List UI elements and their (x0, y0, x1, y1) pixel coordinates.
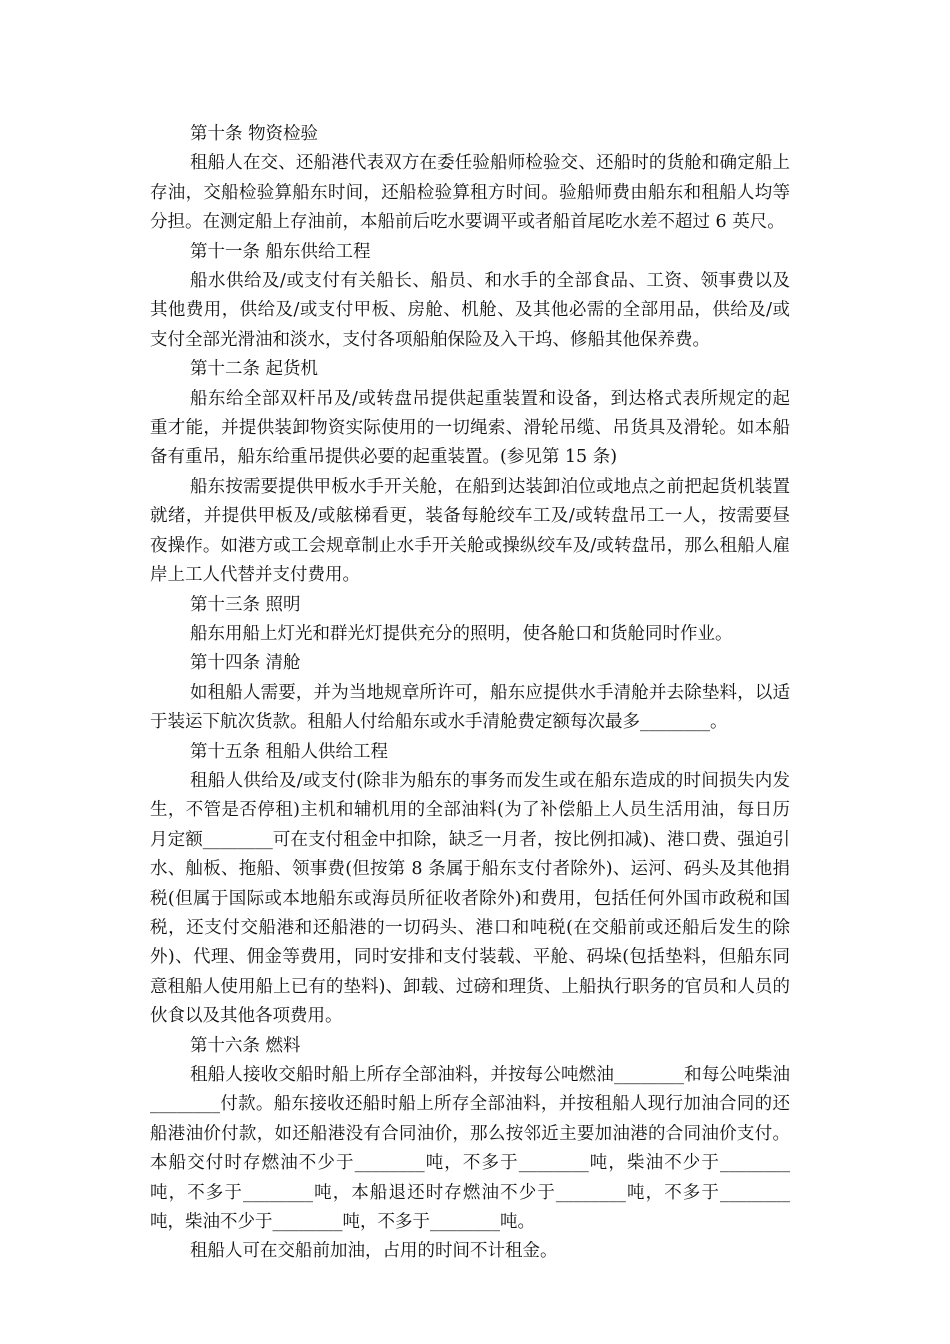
section-heading: 第十一条 船东供给工程 (190, 241, 371, 262)
section-paragraph: 租船人可在交船前加油，占用的时间不计租金。 (190, 1241, 558, 1262)
section-heading: 第十二条 起货机 (190, 359, 319, 380)
document-page (150, 120, 790, 1267)
section-paragraph: 租船人在交、还船港代表双方在委任验船师检验交、还船时的货舱和确定船上存油，交船检验算船东时间，还船检验算租方时间。验船师费由船东和租船人均等分担。在测定船上存油前，本船前后吃水要调平或者船首尾吃水差不超过 6 英尺。 (150, 153, 790, 233)
section-heading: 第十五条 租船人供给工程 (190, 741, 389, 762)
section-paragraph: 船东用船上灯光和群光灯提供充分的照明，使各舱口和货舱同时作业。 (190, 623, 733, 644)
section-article-10 (150, 120, 790, 238)
section-paragraph: 租船人供给及/或支付(除非为船东的事务而发生或在船东造成的时间损失内发生，不管是否停租)主机和辅机用的全部油料(为了补偿船上人员生活用油，每日历月定额________可在支付租金中扣除，缺乏一月者，按比例扣减)、港口费、强迫引水、舢板、拖船、领事费(但按第 8 条属于船东支付者除外)、运河、码头及其他捐税(但属于国际或本地船东或海员所征收者除外)和费用，包括任何外国市政税和国税，还支付交船港和还船港的一切码头、港口和吨税(在交船前或还船后发生的除外)、代理、佣金等费用，同时安排和支付装载、平舱、码垛(包括垫料，但船东同意租船人使用船上已有的垫料)、卸载、过磅和理货、上船执行职务的官员和人员的伙食以及其他各项费用。 (150, 770, 790, 1027)
section-paragraph: 船东按需要提供甲板水手开关舱，在船到达装卸泊位或地点之前把起货机装置就绪，并提供甲板及/或舷梯看更，装备每舱绞车工及/或转盘吊工一人，按需要昼夜操作。如港方或工会规章制止水手开关舱或操纵绞车及/或转盘吊，那么租船人雇岸上工人代替并支付费用。 (150, 476, 790, 586)
section-article-11 (150, 238, 790, 356)
section-heading: 第十四条 清舱 (190, 653, 301, 674)
section-article-15 (150, 738, 790, 1032)
section-article-14 (150, 649, 790, 737)
section-article-16 (150, 1032, 790, 1267)
section-paragraph: 船水供给及/或支付有关船长、船员、和水手的全部食品、工资、领事费以及其他费用，供给及/或支付甲板、房舱、机舱、及其他必需的全部用品，供给及/或支付全部光滑油和淡水，支付各项船舶保险及入干坞、修船其他保养费。 (150, 271, 790, 350)
section-paragraph: 船东给全部双杆吊及/或转盘吊提供起重装置和设备，到达格式表所规定的起重才能，并提供装卸物资实际使用的一切绳索、滑轮吊缆、吊货具及滑轮。如本船备有重吊，船东给重吊提供必要的起重装置。(参见第 15 条) (150, 388, 790, 468)
section-heading: 第十六条 燃料 (190, 1035, 301, 1056)
section-paragraph: 租船人接收交船时船上所存全部油料，并按每公吨燃油________和每公吨柴油________付款。船东接收还船时船上所存全部油料，并按租船人现行加油合同的还船港油价付款，如还船港没有合同油价，那么按邻近主要加油港的合同油价支付。本船交付时存燃油不少于________吨，不多于________吨，柴油不少于________吨，不多于________吨，本船退还时存燃油不少于________吨，不多于________吨，柴油不少于________吨，不多于________吨。 (150, 1065, 790, 1233)
section-heading: 第十条 物资检验 (190, 124, 319, 144)
section-article-12 (150, 355, 790, 590)
section-paragraph: 如租船人需要，并为当地规章所许可，船东应提供水手清舱并去除垫料，以适于装运下航次货款。租船人付给船东或水手清舱费定额每次最多________。 (150, 682, 790, 733)
section-article-13 (150, 591, 790, 650)
section-heading: 第十三条 照明 (190, 594, 301, 615)
